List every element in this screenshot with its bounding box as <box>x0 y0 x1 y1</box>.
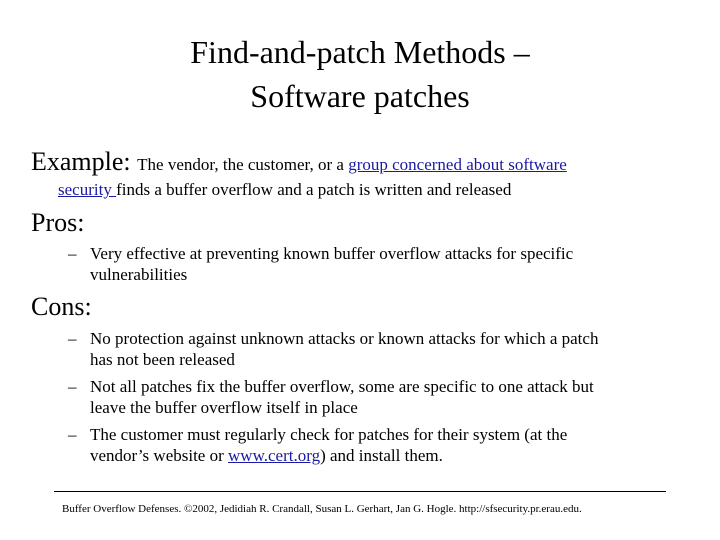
cons-item-2-line-1: Not all patches fix the buffer overflow, some are specific to one attack but <box>90 377 594 396</box>
cons-item-2-line-2: leave the buffer overflow itself in place <box>90 398 358 417</box>
cons-item-3 <box>90 424 567 466</box>
cons-item-3-text-post: ) and install them. <box>320 446 443 465</box>
cons-item-1-line-1: No protection against unknown attacks or known attacks for which a patch <box>90 329 599 348</box>
example-text-start: The vendor, the customer, or a <box>137 155 349 174</box>
footer-text: Buffer Overflow Defenses. ©2002, Jedidiah R. Crandall, Susan L. Gerhart, Jan G. Hogle. http://sfsecurity.pr.erau.edu. <box>62 503 582 515</box>
cons-bullet-1: – <box>68 329 77 348</box>
cert-link[interactable]: www.cert.org <box>228 446 321 465</box>
cons-item-3-text-pre: vendor’s website or <box>90 446 229 465</box>
footer-divider <box>54 491 666 492</box>
pros-item-1-line-2: vulnerabilities <box>90 265 188 284</box>
cons-bullet-3: – <box>68 425 77 444</box>
example-link-line-1[interactable]: group concerned about software <box>348 155 567 174</box>
slide-title-line-1: Find-and-patch Methods – <box>190 34 530 70</box>
slide-title-line-2: Software patches <box>250 78 470 114</box>
cons-item-3-line-2 <box>90 445 567 466</box>
pros-heading: Pros: <box>31 208 85 237</box>
example-text-end: finds a buffer overflow and a patch is written and released <box>116 180 512 199</box>
cons-item-1 <box>90 328 598 370</box>
pros-item-1-line-1: Very effective at preventing known buffer overflow attacks for specific <box>90 244 574 263</box>
cons-bullet-2: – <box>68 377 77 396</box>
cons-item-2 <box>90 376 594 418</box>
cons-heading: Cons: <box>31 292 92 321</box>
cons-item-1-line-2: has not been released <box>90 350 235 369</box>
pros-item-1 <box>90 243 573 285</box>
example-continuation <box>58 179 511 200</box>
cons-item-3-line-1: The customer must regularly check for patches for their system (at the <box>90 425 568 444</box>
example-link-line-2[interactable]: security <box>58 180 117 199</box>
example-label: Example: <box>31 147 131 176</box>
pros-bullet-1: – <box>68 244 77 263</box>
slide-title <box>0 30 720 118</box>
example-heading <box>31 147 567 180</box>
